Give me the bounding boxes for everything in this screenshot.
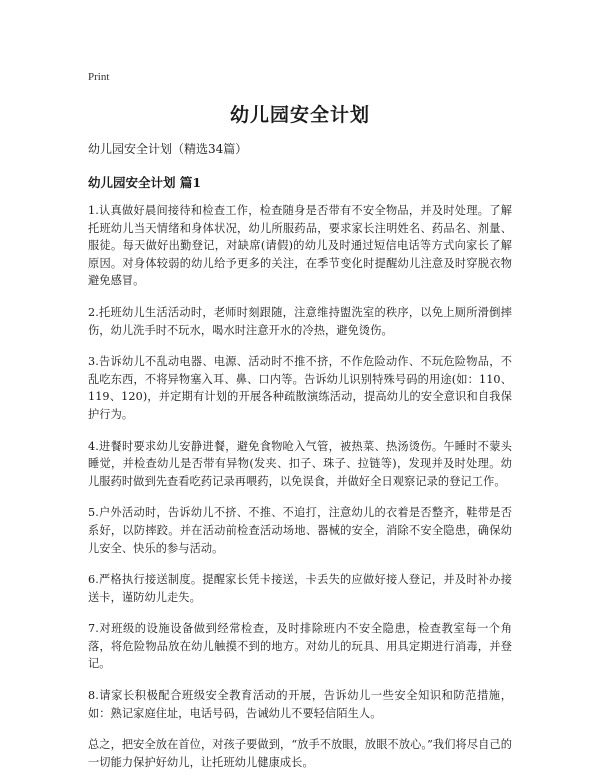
- paragraph-3: 3.告诉幼儿不乱动电器、电源、活动时不推不挤，不作危险动作、不玩危险物品，不乱吃东西，不将异物塞入耳、鼻、口内等。告诉幼儿识别特殊号码的用途(如：110、119、120)，并定期有计划的开展各种疏散演练活动，提高幼儿的安全意识和自我保护行为。: [88, 355, 512, 421]
- section-heading: 幼儿园安全计划 篇1: [88, 175, 202, 190]
- paragraph-1: 1.认真做好晨间接待和检查工作，检查随身是否带有不安全物品，并及时处理。了解托班幼儿当天情绪和身体状况，幼儿所服药品，要求家长注明姓名、药品名、剂量、服徒。每天做好出勤登记，对缺席(请假)的幼儿及时通过短信电话等方式向家长了解原因。对身体较弱的幼儿给予更多的关注，在季节变化时提醒幼儿注意及时穿脱衣物避免感冒。: [88, 204, 512, 288]
- paragraph-8: 8.请家长积极配合班级安全教育活动的开展，告诉幼儿一些安全知识和防范措施，如：熟记家庭住址，电话号码，告诫幼儿不要轻信陌生人。: [88, 689, 512, 720]
- paragraph-summary: 总之，把安全放在首位，对孩子要做到，“放手不放眼，放眼不放心。”我们将尽自己的一切能力保护好幼儿，让托班幼儿健康成长。: [88, 738, 512, 769]
- paragraph-4: 4.进餐时要求幼儿安静进餐，避免食物呛入气管，被热菜、热汤烫伤。午睡时不蒙头睡觉，并检查幼儿是否带有异物(发夹、扣子、珠子、拉链等)，发现并及时处理。幼儿服药时做到先查看吃药记录再喂药，以免误食，并做好全日观察记录的登记工作。: [88, 439, 512, 488]
- paragraph-5: 5.户外活动时，告诉幼儿不挤、不推、不追打，注意幼儿的衣着是否整齐，鞋带是否系好，以防摔跤。并在活动前检查活动场地、器械的安全，消除不安全隐患，确保幼儿安全、快乐的参与活动。: [88, 506, 512, 555]
- paragraph-2: 2.托班幼儿生活活动时，老师时刻跟随，注意维持盥洗室的秩序，以免上厕所滑倒摔伤，幼儿洗手时不玩水，喝水时注意开水的冷热，避免烫伤。: [88, 305, 512, 337]
- paragraph-7: 7.对班级的设施设备做到经常检查，及时排除班内不安全隐患，检查教室每一个角落，将危险物品放在幼儿触摸不到的地方。对幼儿的玩具、用具定期进行消毒，并登记。: [88, 622, 512, 671]
- print-label[interactable]: Print: [88, 71, 110, 83]
- paragraph-6: 6.严格执行接送制度。提醒家长凭卡接送，卡丢失的应做好接人登记，并及时补办接送卡，谨防幼儿走失。: [88, 573, 512, 604]
- document-subtitle: 幼儿园安全计划（精选34篇）: [88, 142, 248, 156]
- document-title: 幼儿园安全计划: [229, 104, 370, 126]
